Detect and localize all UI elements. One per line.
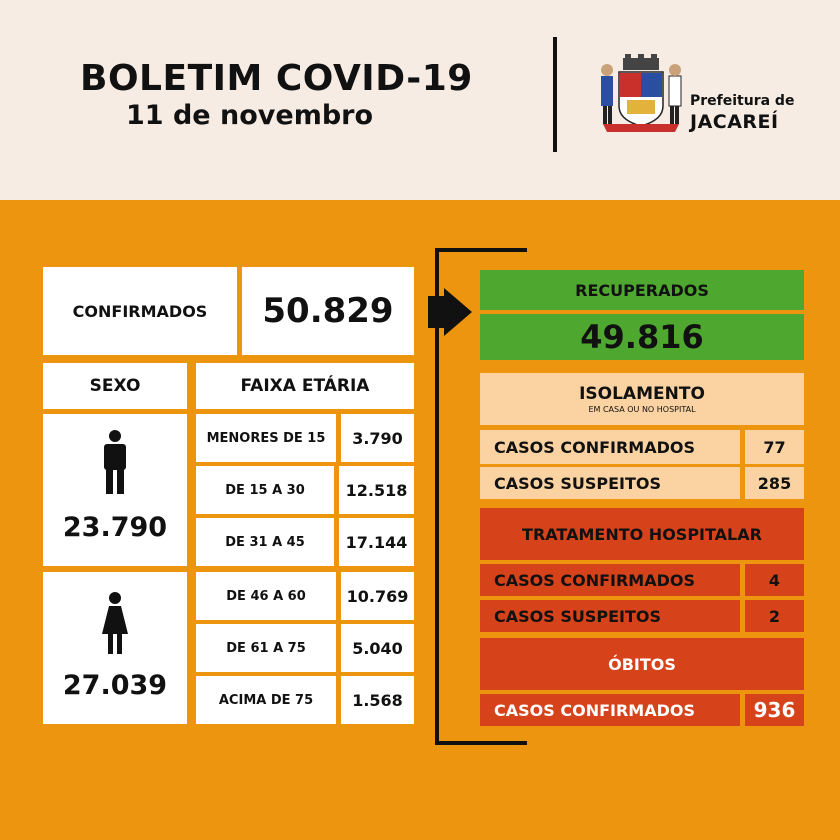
hospital-confirmed-value: 4 (768, 570, 781, 590)
sex-header: SEXO (89, 376, 141, 396)
age-row-value (339, 518, 414, 566)
age-row-label (196, 414, 336, 462)
hospital-suspected-label-cell (480, 600, 740, 632)
deaths-confirmed-label: CASOS CONFIRMADOS (494, 700, 695, 720)
bracket-top (435, 248, 527, 252)
age-label: ACIMA DE 75 (218, 692, 314, 708)
confirmed-value-cell (242, 267, 414, 355)
deaths-confirmed-value-cell (745, 694, 804, 726)
isolation-header-cell (480, 373, 804, 425)
age-row-value (341, 414, 414, 462)
age-label: MENORES DE 15 (206, 430, 326, 446)
age-row-value (341, 676, 414, 724)
header-divider (553, 37, 557, 152)
confirmed-label: CONFIRMADOS (72, 301, 208, 321)
header (0, 0, 840, 200)
age-row-value (339, 466, 414, 514)
isolation-confirmed-label-cell (480, 430, 740, 464)
age-value: 3.790 (352, 428, 403, 448)
isolation-suspected-value-cell (745, 467, 804, 499)
age-header-cell (196, 363, 414, 409)
recovered-label: RECUPERADOS (575, 280, 709, 300)
sex-header-cell (43, 363, 187, 409)
hospital-suspected-label: CASOS SUSPEITOS (494, 606, 662, 626)
hospital-header-cell (480, 508, 804, 560)
age-row-label (196, 466, 334, 514)
age-header: FAIXA ETÁRIA (240, 376, 370, 396)
hospital-confirmed-value-cell (745, 564, 804, 596)
age-label: DE 31 A 45 (225, 534, 305, 550)
age-value: 17.144 (345, 532, 408, 552)
isolation-suspected-value: 285 (757, 473, 792, 493)
bracket-bottom (435, 741, 527, 745)
isolation-confirmed-value: 77 (763, 437, 786, 457)
isolation-label: ISOLAMENTO (579, 384, 705, 404)
deaths-header-cell (480, 638, 804, 690)
brand-prefix: Prefeitura de (690, 93, 795, 109)
arrow-right-icon (444, 288, 472, 336)
age-row-label (196, 676, 336, 724)
hospital-confirmed-label-cell (480, 564, 740, 596)
age-row-label (196, 572, 336, 620)
male-total: 23.790 (62, 512, 168, 543)
age-row-value (341, 624, 414, 672)
female-person-icon (100, 592, 130, 656)
deaths-confirmed-label-cell (480, 694, 740, 726)
confirmed-value: 50.829 (262, 291, 394, 331)
hospital-suspected-value-cell (745, 600, 804, 632)
isolation-confirmed-label: CASOS CONFIRMADOS (494, 437, 695, 457)
age-value: 1.568 (352, 690, 403, 710)
male-cell (43, 414, 187, 566)
male-person-icon (101, 430, 129, 494)
age-row-value (341, 572, 414, 620)
age-row-label (196, 518, 334, 566)
recovered-value: 49.816 (580, 318, 704, 356)
confirmed-label-cell (43, 267, 237, 355)
deaths-label: ÓBITOS (608, 654, 676, 674)
bulletin-date: 11 de novembro (126, 100, 374, 131)
age-label: DE 15 A 30 (225, 482, 305, 498)
hospital-label: TRATAMENTO HOSPITALAR (522, 524, 762, 544)
isolation-confirmed-value-cell (745, 430, 804, 464)
recovered-value-cell (480, 314, 804, 360)
female-cell (43, 572, 187, 724)
city-crest-icon (597, 54, 685, 138)
age-row-label (196, 624, 336, 672)
age-label: DE 61 A 75 (226, 640, 306, 656)
hospital-suspected-value: 2 (768, 606, 781, 626)
bulletin-title: BOLETIM COVID-19 (80, 58, 473, 99)
isolation-sublabel: EM CASA OU NO HOSPITAL (588, 405, 696, 414)
hospital-confirmed-label: CASOS CONFIRMADOS (494, 570, 695, 590)
female-total: 27.039 (62, 670, 168, 701)
age-value: 10.769 (346, 586, 409, 606)
age-value: 5.040 (352, 638, 403, 658)
age-label: DE 46 A 60 (226, 588, 306, 604)
isolation-suspected-label-cell (480, 467, 740, 499)
deaths-confirmed-value: 936 (753, 698, 796, 722)
isolation-suspected-label: CASOS SUSPEITOS (494, 473, 662, 493)
age-value: 12.518 (345, 480, 408, 500)
recovered-label-cell (480, 270, 804, 310)
brand-name: JACAREÍ (690, 111, 779, 133)
